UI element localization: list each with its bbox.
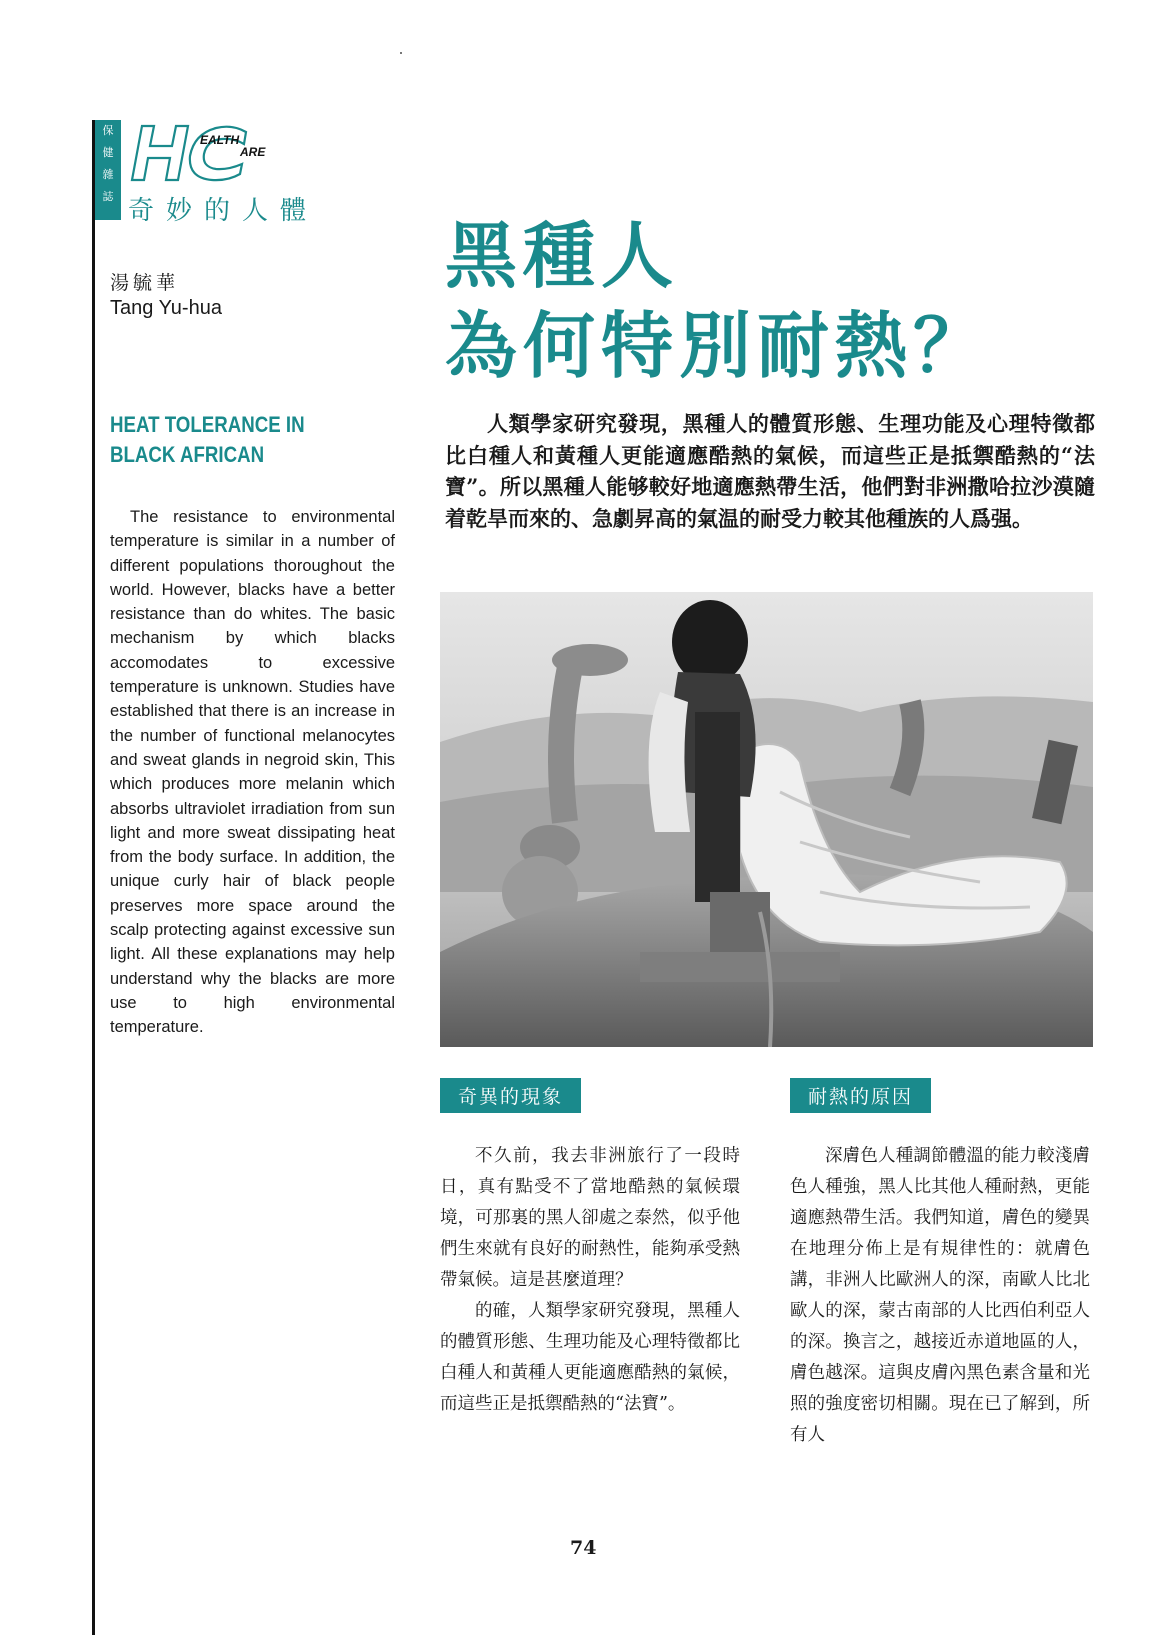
masthead-vertical-bar <box>95 120 121 220</box>
logo-subtext-1: EALTH <box>200 133 240 147</box>
author-name-english: Tang Yu-hua <box>110 297 222 319</box>
section1-paragraph: 不久前，我去非洲旅行了一段時日，真有點受不了當地酷熱的氣候環境，可那裏的黑人卻處之泰然，似乎他們生來就有良好的耐熱性，能夠承受熱帶氣候。這是甚麼道理？ <box>440 1146 740 1290</box>
logo-subtext-2: ARE <box>240 145 266 159</box>
series-title: 奇妙的人體 <box>128 196 319 226</box>
lead-paragraph: 人類學家研究發現，黑種人的體質形態、生理功能及心理特徵都比白種人和黃種人更能適應酷熱的氣候，而這些正是抵禦酷熱的“法寶”。所以黑種人能够較好地適應熱帶生活，他們對非洲撒哈拉沙漠隨着乾旱而來的、急劇昇高的氣温的耐受力較其他種族的人爲强。 <box>445 411 1095 531</box>
photo-boy-on-camel <box>440 592 1093 1047</box>
section2-paragraph: 深膚色人種調節體溫的能力較淺膚色人種強，黑人比其他人種耐熱，更能適應熱帶生活。我們知道，膚色的變異在地理分佈上是有規律性的：就膚色講，非洲人比歐洲人的深，南歐人比北歐人的深，蒙古南部的人比西伯利亞人的深。換言之，越接近赤道地區的人，膚色越深。這與皮膚內黑色素含量和光照的強度密切相關。現在已了解到，所有人 <box>790 1146 1090 1445</box>
author-name-chinese: 湯毓華 <box>110 272 180 294</box>
page-number: 74 <box>570 1537 597 1559</box>
left-vertical-rule <box>92 120 95 1635</box>
masthead-char: 保 <box>102 124 114 137</box>
section2-column <box>790 1141 1090 1451</box>
scan-speck <box>400 52 402 54</box>
masthead-char: 雜 <box>102 168 114 181</box>
masthead-char: 健 <box>102 146 114 159</box>
section-heading-causes: 耐熱的原因 <box>790 1078 931 1113</box>
article-title-line1: 黑種人 <box>445 213 680 298</box>
section1-column <box>440 1141 740 1420</box>
section1-paragraph: 的確，人類學家研究發現，黑種人的體質形態、生理功能及心理特徵都比白種人和黃種人更能適應酷熱的氣候，而這些正是抵禦酷熱的“法寶”。 <box>440 1301 740 1414</box>
article-title-line2: 為何特別耐熱？ <box>445 303 992 388</box>
english-abstract-heading: HEAT TOLERANCE IN BLACK AFRICAN <box>110 412 305 467</box>
section-heading-phenomenon: 奇異的現象 <box>440 1078 581 1113</box>
english-abstract-body: The resistance to environmental temperature is similar in a number of different populations thoroughout the world. However, blacks have a better resistance than do whites. The basic mechanism by which blacks accomodates to excessive temperature is unknown. Studies have established that there is an increase in the number of functional melanocytes and sweat glands in negroid skin, This which produces more melanin which absorbs ultraviolet irradiation from sun light and more sweat dissipating heat from the body surface. In addition, the unique curly hair of black people preserves more space around the scalp protecting against excessive sun light. All these explanations may help understand why the blacks are more use to high environmental temperature. <box>110 508 395 1037</box>
masthead-char: 誌 <box>102 190 114 203</box>
healthcare-logo <box>128 118 288 188</box>
